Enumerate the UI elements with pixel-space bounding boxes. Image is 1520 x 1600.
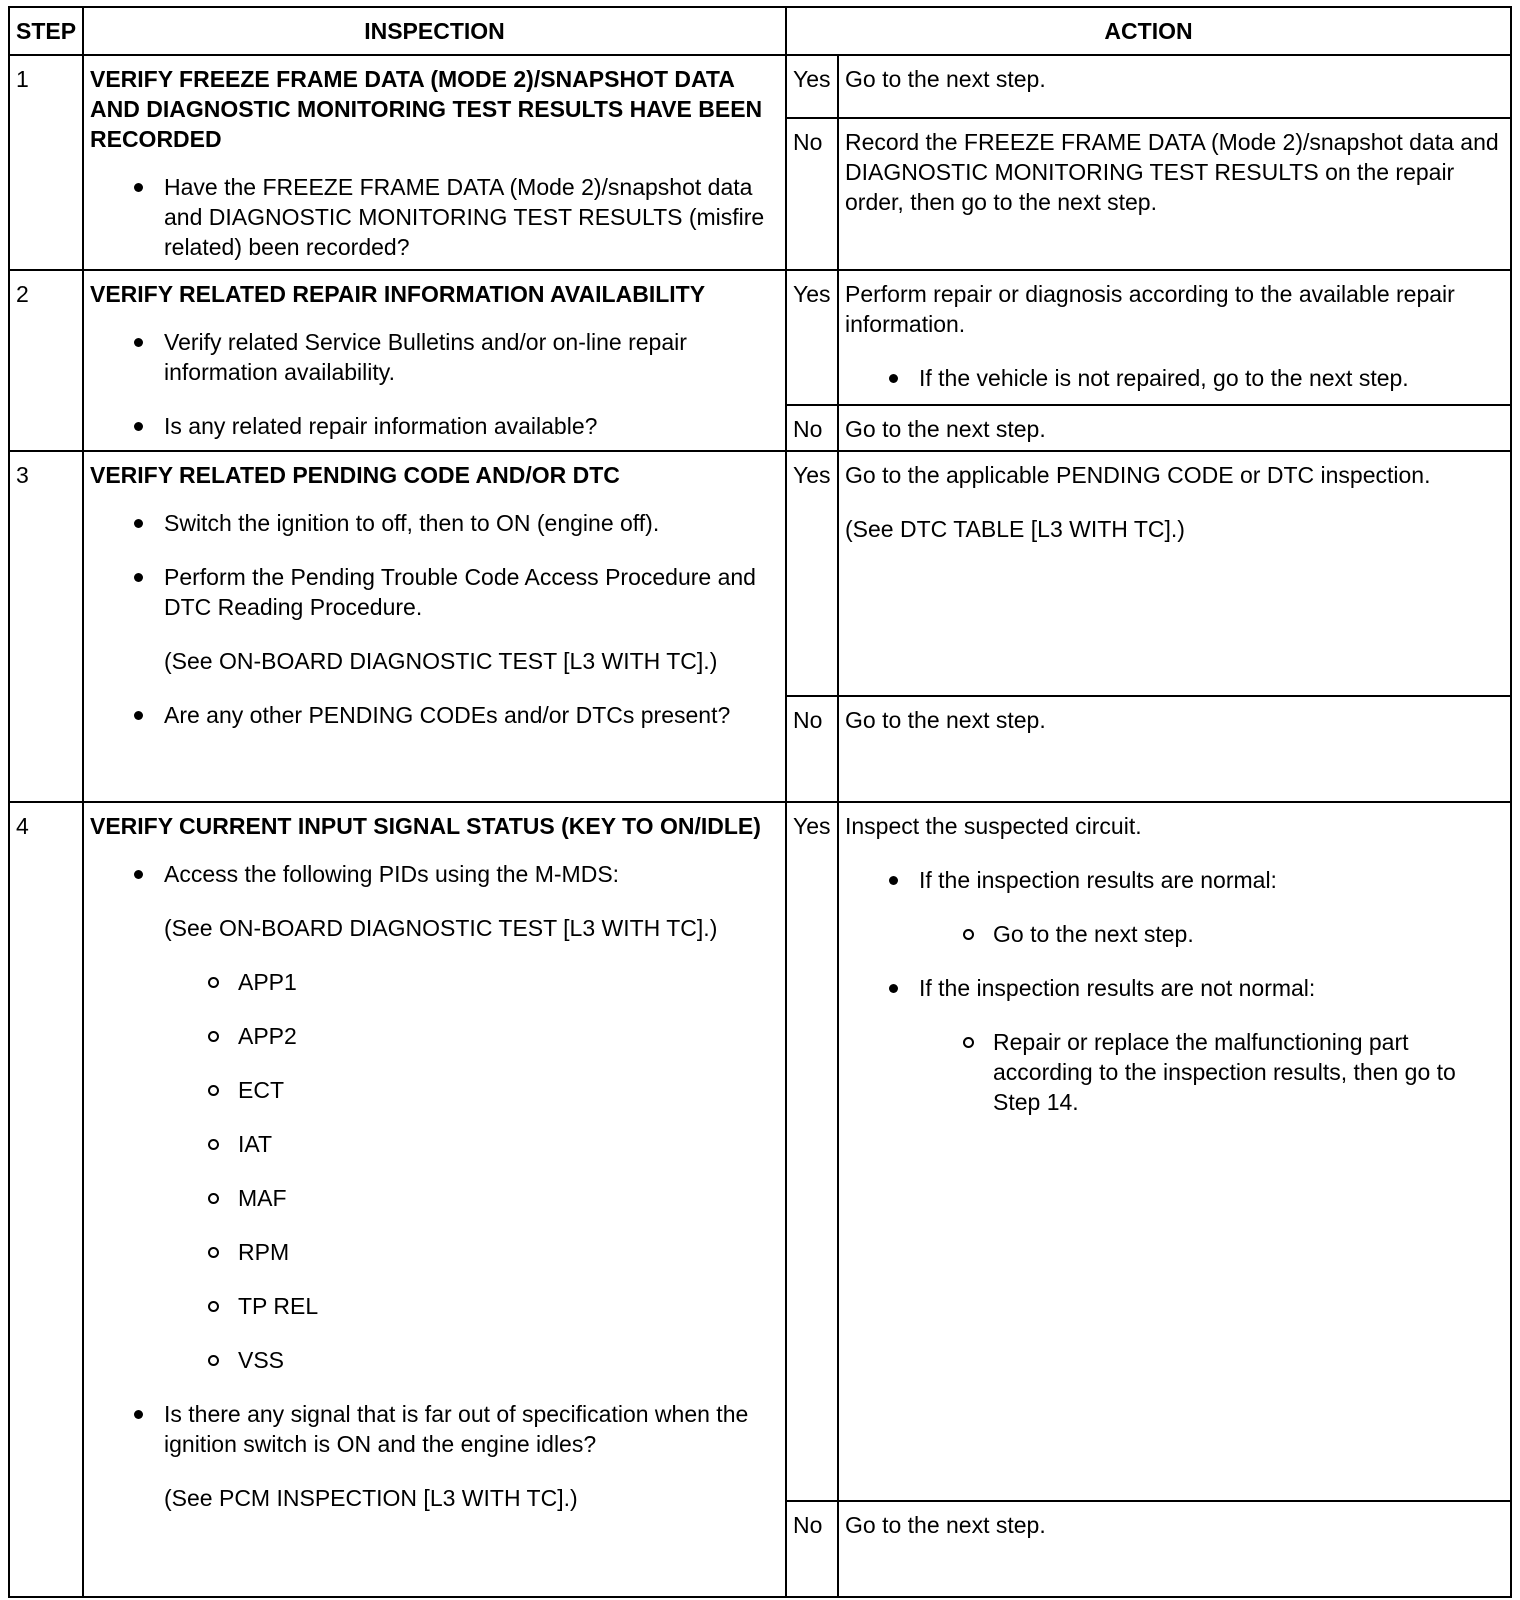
pid-item: IAT	[164, 1129, 779, 1159]
step-number: 1	[9, 55, 83, 270]
action-text: Go to the applicable PENDING CODE or DTC inspection.	[845, 462, 1431, 488]
bullet-list	[845, 865, 1504, 1117]
yes-label: Yes	[786, 270, 838, 405]
pid-item: MAF	[164, 1183, 779, 1213]
action-header: ACTION	[786, 7, 1511, 55]
pid-item: APP1	[164, 967, 779, 997]
action-text: Go to the next step.	[845, 66, 1046, 92]
yes-label: Yes	[786, 55, 838, 118]
header-row	[9, 7, 1511, 55]
bullet-item	[845, 973, 1504, 1117]
bullet-list	[90, 508, 779, 730]
yes-label: Yes	[786, 451, 838, 696]
step-header: STEP	[9, 7, 83, 55]
reference-note: (See DTC TABLE [L3 WITH TC].)	[845, 516, 1185, 542]
step-number: 4	[9, 802, 83, 1597]
step-inspection	[83, 55, 786, 270]
action-text: Go to the next step.	[845, 1512, 1046, 1538]
yes-action	[838, 270, 1511, 405]
bullet-item: Have the FREEZE FRAME DATA (Mode 2)/snapshot data and DIAGNOSTIC MONITORING TEST RESULTS (misfire related) been recorded?	[90, 172, 779, 262]
step-2-yes-row	[9, 270, 1511, 405]
no-action	[838, 405, 1511, 451]
bullet-text: If the inspection results are not normal:	[919, 975, 1316, 1001]
bullet-list	[90, 327, 779, 441]
bullet-item	[90, 562, 779, 676]
step-title: VERIFY CURRENT INPUT SIGNAL STATUS (KEY TO ON/IDLE)	[90, 813, 761, 839]
action-text: Record the FREEZE FRAME DATA (Mode 2)/snapshot data and DIAGNOSTIC MONITORING TEST RESULTS on the repair order, then go to the next step.	[845, 129, 1499, 215]
sub-list	[919, 1027, 1504, 1117]
pid-item: TP REL	[164, 1291, 779, 1321]
no-label: No	[786, 118, 838, 270]
pid-list	[90, 967, 779, 1375]
pid-item: APP2	[164, 1021, 779, 1051]
yes-action	[838, 451, 1511, 696]
sub-item: Repair or replace the malfunctioning part according to the inspection results, then go to Step 14.	[919, 1027, 1504, 1117]
step-number: 2	[9, 270, 83, 451]
bullet-item: Is any related repair information available?	[90, 411, 779, 441]
step-title: VERIFY RELATED REPAIR INFORMATION AVAILABILITY	[90, 281, 706, 307]
bullet-item: Verify related Service Bulletins and/or on-line repair information availability.	[90, 327, 779, 387]
bullet-item: If the vehicle is not repaired, go to the next step.	[845, 363, 1504, 393]
action-text: Inspect the suspected circuit.	[845, 813, 1142, 839]
no-action	[838, 1501, 1511, 1597]
sub-list	[919, 919, 1504, 949]
bullet-text: If the inspection results are normal:	[919, 867, 1277, 893]
action-text: Perform repair or diagnosis according to the available repair information.	[845, 281, 1455, 337]
step-1-yes-row	[9, 55, 1511, 118]
step-3-yes-row	[9, 451, 1511, 696]
step-inspection	[83, 451, 786, 802]
pid-item: ECT	[164, 1075, 779, 1105]
pid-item: VSS	[164, 1345, 779, 1375]
step-4-yes-row	[9, 802, 1511, 1501]
pid-item: RPM	[164, 1237, 779, 1267]
bullet-list	[90, 172, 779, 262]
yes-label: Yes	[786, 802, 838, 1501]
no-action	[838, 118, 1511, 270]
bullet-item: Switch the ignition to off, then to ON (engine off).	[90, 508, 779, 538]
diagnostic-table	[8, 6, 1512, 1598]
no-label: No	[786, 405, 838, 451]
bullet-item: Are any other PENDING CODEs and/or DTCs present?	[90, 700, 779, 730]
bullet-text: Perform the Pending Trouble Code Access Procedure and DTC Reading Procedure.	[164, 564, 756, 620]
bullet-item	[90, 1399, 779, 1513]
step-inspection	[83, 270, 786, 451]
bullet-list	[845, 363, 1504, 393]
action-text: Go to the next step.	[845, 416, 1046, 442]
step-title: VERIFY FREEZE FRAME DATA (MODE 2)/SNAPSHOT DATA AND DIAGNOSTIC MONITORING TEST RESULTS HAVE BEEN RECORDED	[90, 66, 763, 152]
reference-note: (See ON-BOARD DIAGNOSTIC TEST [L3 WITH TC].)	[164, 915, 718, 941]
bullet-list	[90, 859, 779, 1513]
yes-action	[838, 802, 1511, 1501]
step-inspection	[83, 802, 786, 1597]
sub-item: Go to the next step.	[919, 919, 1504, 949]
yes-action	[838, 55, 1511, 118]
inspection-header: INSPECTION	[83, 7, 786, 55]
bullet-item	[845, 865, 1504, 949]
no-label: No	[786, 1501, 838, 1597]
reference-note: (See PCM INSPECTION [L3 WITH TC].)	[164, 1485, 578, 1511]
bullet-item	[90, 859, 779, 1375]
no-label: No	[786, 696, 838, 802]
action-text: Go to the next step.	[845, 707, 1046, 733]
step-number: 3	[9, 451, 83, 802]
no-action	[838, 696, 1511, 802]
bullet-text: Access the following PIDs using the M-MDS:	[164, 861, 620, 887]
bullet-text: Is there any signal that is far out of specification when the ignition switch is ON and the engine idles?	[164, 1401, 749, 1457]
reference-note: (See ON-BOARD DIAGNOSTIC TEST [L3 WITH TC].)	[164, 648, 718, 674]
step-title: VERIFY RELATED PENDING CODE AND/OR DTC	[90, 462, 620, 488]
